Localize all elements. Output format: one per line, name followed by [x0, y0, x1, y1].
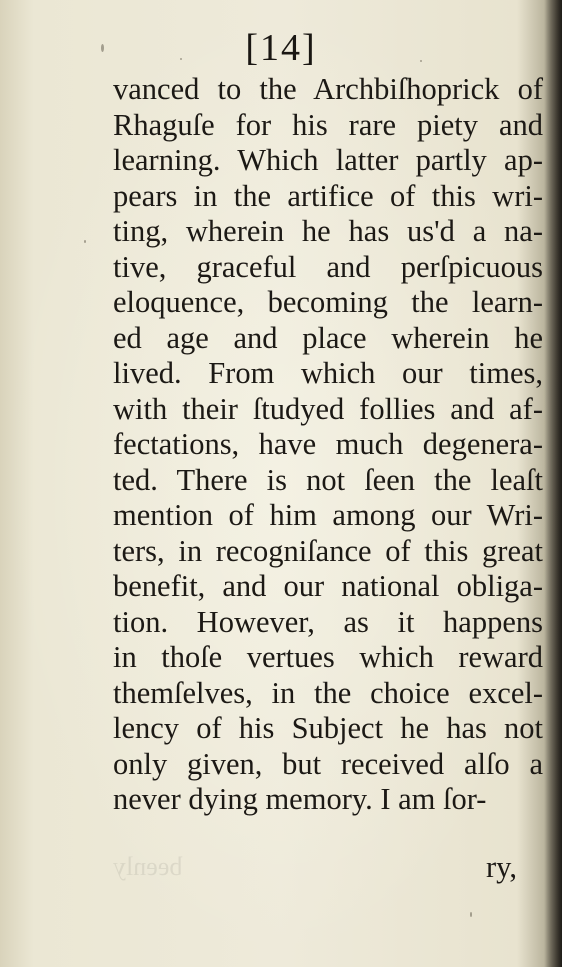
body-text — [113, 72, 543, 818]
text-line: ters, in recogniſance of this great — [113, 533, 543, 568]
text-line: never dying memory. I am ſor- — [113, 782, 487, 816]
text-line: benefit, and our national obliga- — [113, 569, 543, 603]
text-line: ted. There is not ſeen the leaſt — [113, 462, 543, 497]
text-line: pears in the artifice of this wri- — [113, 178, 543, 213]
text-line: lency of his Subject he has not — [113, 711, 543, 745]
text-line: with their ſtudyed follies and af- — [113, 391, 543, 426]
text-line: themſelves, in the choice excel- — [113, 675, 543, 710]
paper-speck — [420, 60, 422, 62]
page-number-header: [14] — [245, 27, 317, 69]
catchword: ry, — [486, 850, 518, 884]
paper-speck — [84, 240, 86, 243]
text-line: ting, wherein he has us'd a na- — [113, 214, 543, 248]
text-line: vanced to the Archbiſhoprick of — [113, 72, 543, 106]
text-line: in thoſe vertues which reward — [113, 640, 543, 674]
paper-speck — [470, 912, 472, 917]
paper-speck — [101, 44, 104, 52]
text-line: tive, graceful and perſpicuous — [113, 249, 543, 284]
text-line: learning. Which latter partly ap- — [113, 143, 543, 177]
text-line: Rhaguſe for his rare piety and — [113, 107, 543, 142]
bleed-through-text: beenly — [113, 852, 183, 881]
text-line: tion. However, as it happens — [113, 604, 543, 639]
text-line: eloquence, becoming the learn- — [113, 285, 543, 319]
paper-speck — [180, 58, 182, 60]
text-line: mention of him among our Wri- — [113, 498, 543, 532]
page-edge-shadow — [544, 0, 562, 967]
text-line: only given, but received alſo a — [113, 746, 543, 781]
text-line: fectations, have much degenera- — [113, 427, 543, 461]
text-line: lived. From which our times, — [113, 356, 543, 390]
text-line: ed age and place wherein he — [113, 320, 543, 355]
